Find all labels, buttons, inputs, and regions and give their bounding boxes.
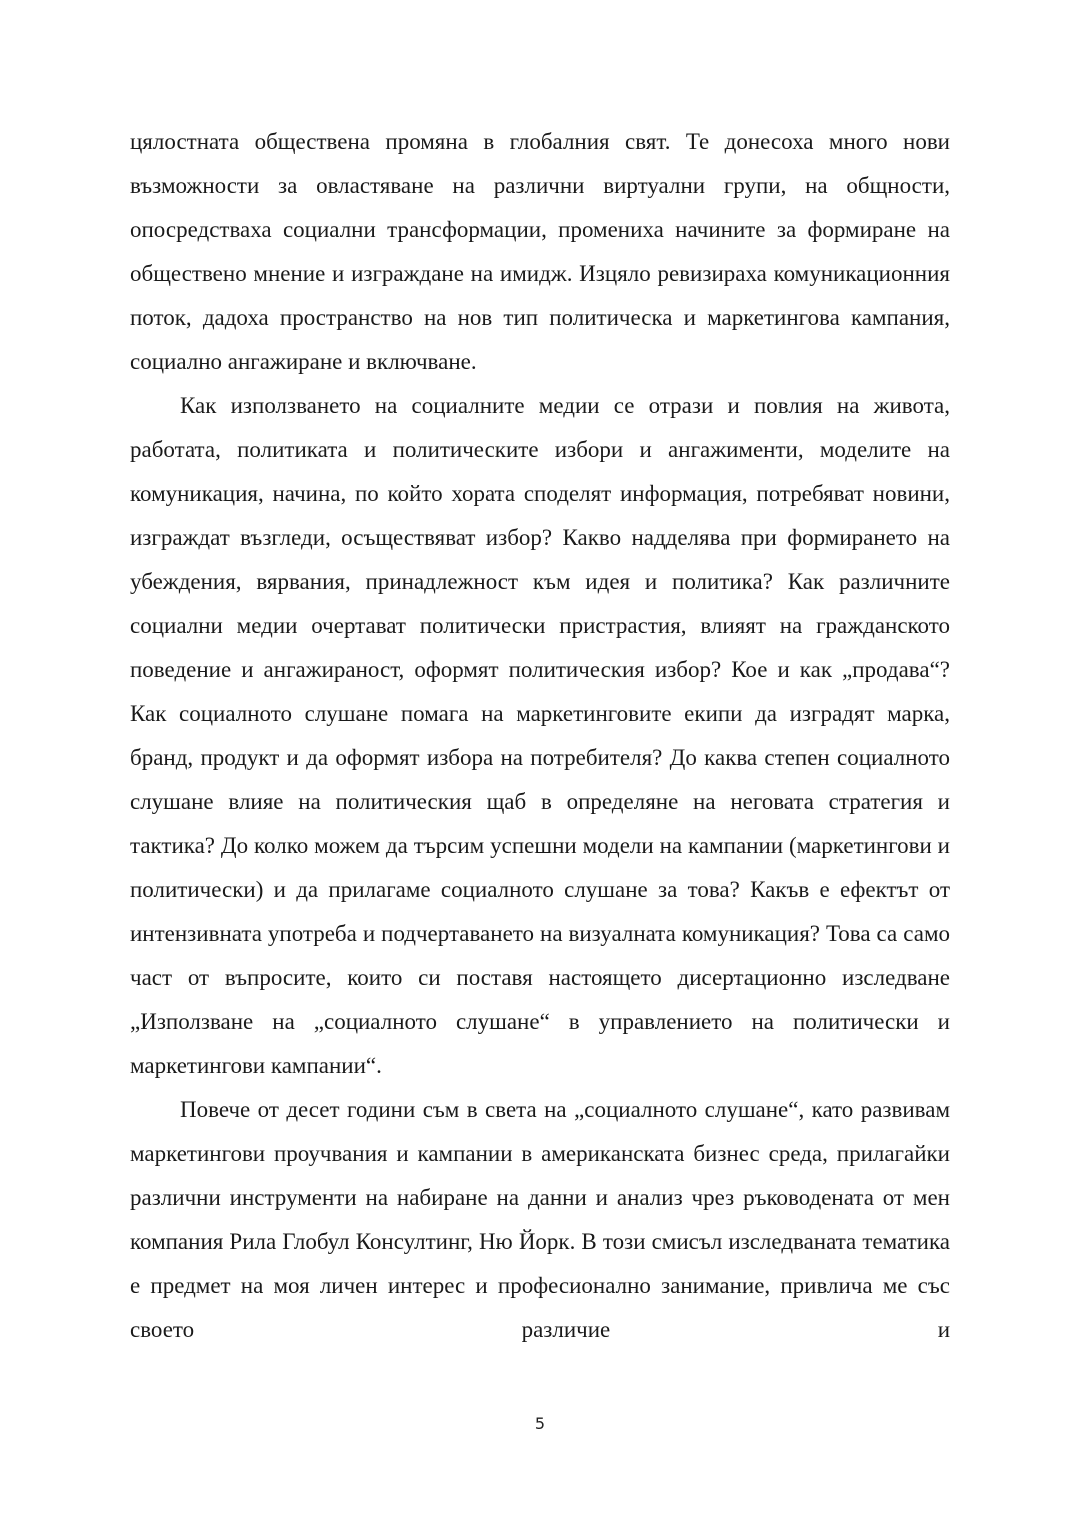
body-text: [130, 120, 950, 1352]
page-number: 5: [534, 1414, 546, 1433]
paragraph-1: цялостната обществена промяна в глобалния свят. Те донесоха много нови възможности за овластяване на различни виртуални групи, на общности, опосредстваха социални трансформации, промениха начините за формиране на обществено мнение и изграждане на имидж. Изцяло ревизираха комуникационния поток, дадоха пространство на нов тип политическа и маркетингова кампания, социално ангажиране и включване.: [130, 129, 950, 374]
paragraph-3: Повече от десет години съм в света на „социалното слушане“, като развивам маркетингови проучвания и кампании в американската бизнес среда, прилагайки различни инструменти на набиране на данни и анализ чрез ръководената от мен компания Рила Глобул Консултинг, Ню Йорк. В този смисъл изследваната тематика е предмет на моя личен интерес и професионално занимание, привлича ме със своето различие и: [130, 1097, 950, 1342]
paragraph-2: Как използването на социалните медии се отрази и повлия на живота, работата, политиката и политическите избори и ангажименти, моделите на комуникация, начина, по който хората споделят информация, потребяват новини, изграждат възгледи, осъществяват избор? Какво надделява при формирането на убеждения, вярвания, принадлежност към идея и политика? Как различните социални медии очертават политически пристрастия, влияят на гражданското поведение и ангажираност, оформят политическия избор? Кое и как „продава“? Как социалното слушане помага на маркетинговите екипи да изградят марка, бранд, продукт и да оформят избора на потребителя? До каква степен социалното слушане влияе на политическия щаб в определяне на неговата стратегия и тактика? До колко можем да търсим успешни модели на кампании (маркетингови и политически) и да прилагаме социалното слушане за това? Какъв е ефектът от интензивната употреба и подчертаването на визуалната комуникация? Това са само част от въпросите, които си поставя настоящето дисертационно изследване „Използване на „социалното слушане“ в управлението на политически и маркетингови кампании“.: [130, 393, 950, 1078]
